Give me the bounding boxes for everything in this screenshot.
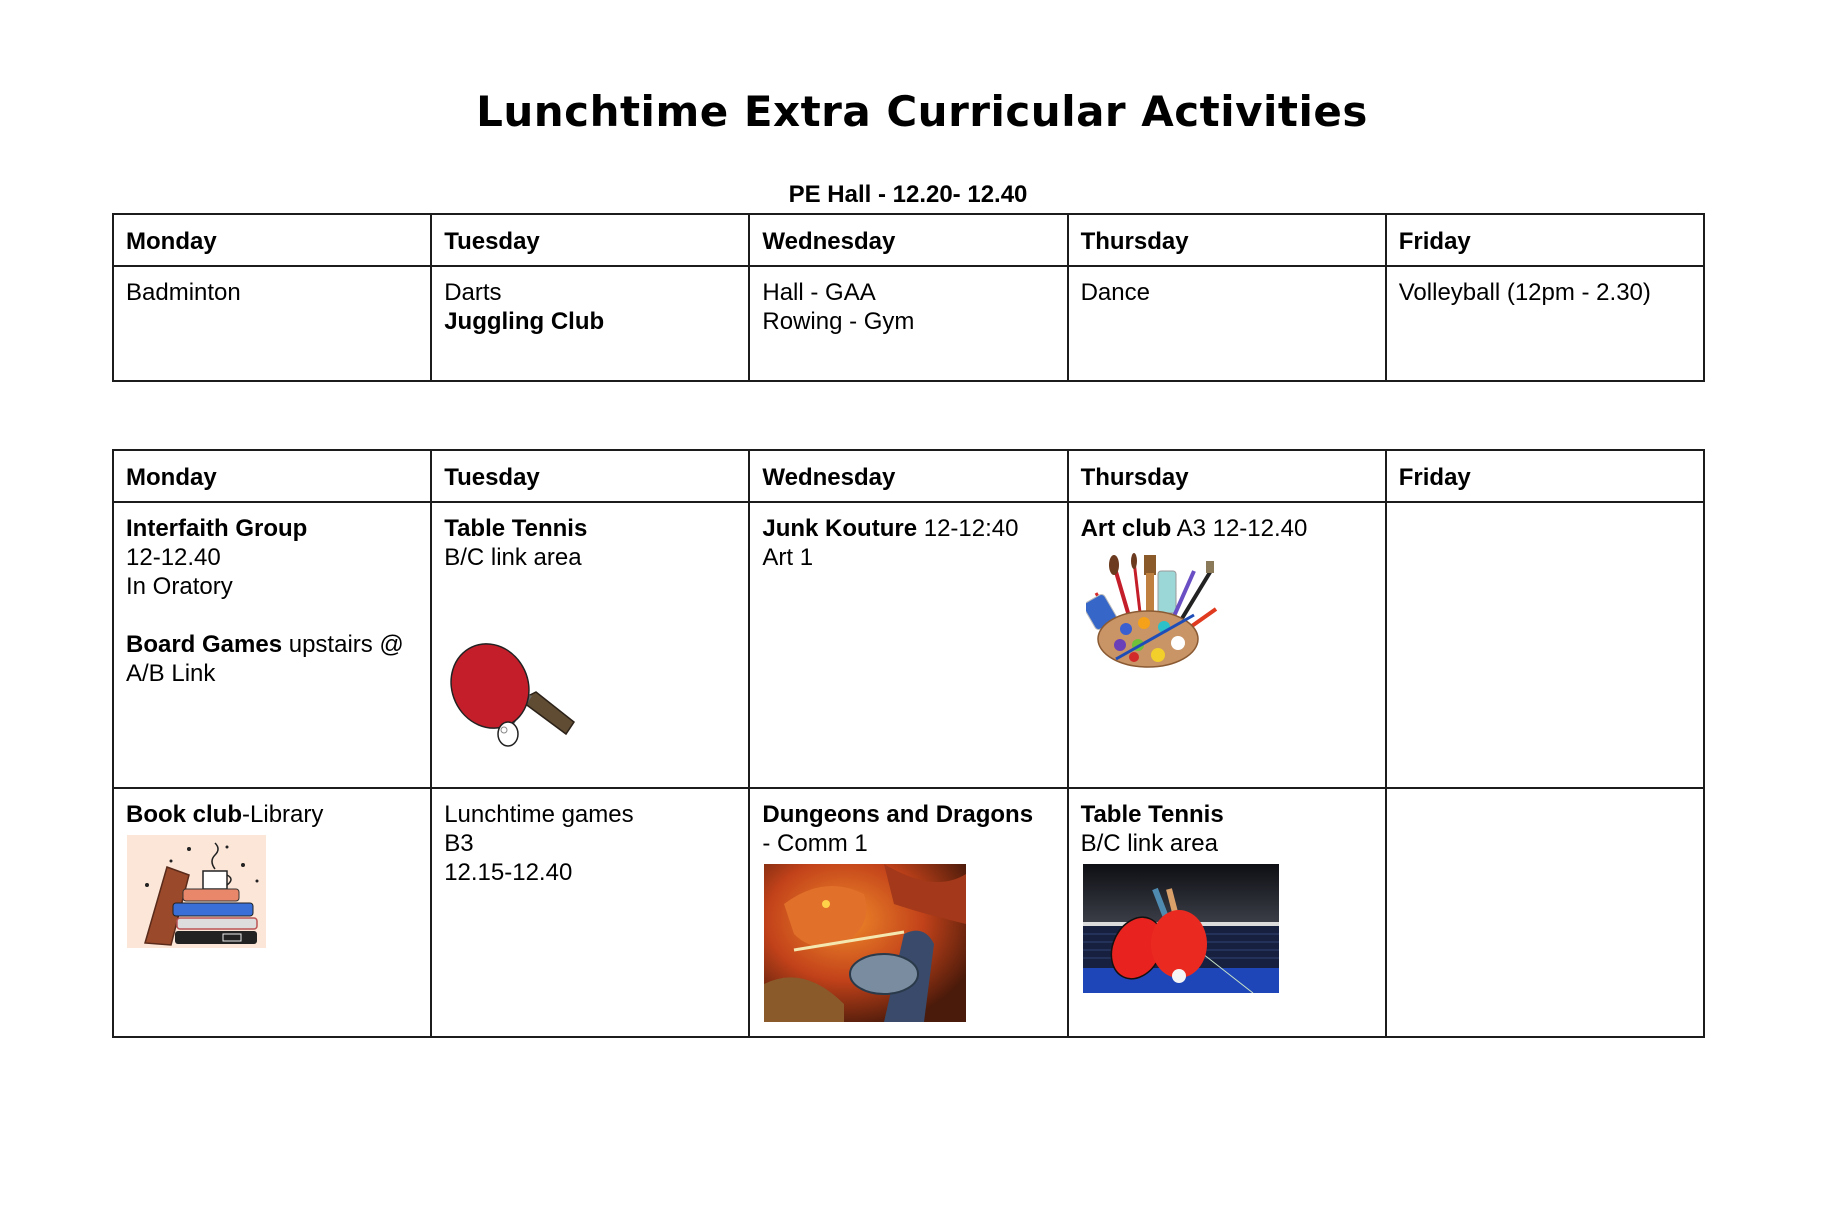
lunchtime-games-time: 12.15-12.40 [444, 859, 573, 886]
book-club-title: Book club [126, 801, 243, 828]
activity-rowing-gym: Rowing - Gym [762, 308, 915, 335]
header-tuesday: Tuesday [431, 214, 749, 266]
book-club-line [126, 800, 418, 829]
activity-volleyball: Volleyball (12pm - 2.30) [1398, 279, 1651, 306]
lunchtime-games-room: B3 [444, 830, 474, 857]
book-stack-image [127, 835, 266, 948]
activity-darts: Darts [444, 279, 502, 306]
table-tennis-place-2: B/C link area [1080, 830, 1218, 857]
activity-dance: Dance [1080, 279, 1150, 306]
board-games-line [126, 630, 418, 659]
cell-wednesday [749, 266, 1067, 381]
junk-kouture-time: 12-12:40 [917, 515, 1019, 542]
board-games-location: upstairs @ [282, 631, 404, 658]
header-wednesday: Wednesday [749, 214, 1067, 266]
table-tennis-title-2: Table Tennis [1080, 801, 1224, 828]
cell-tuesday [431, 266, 749, 381]
cell-tuesday-row2 [431, 788, 749, 1037]
table-tennis-title: Table Tennis [444, 515, 588, 542]
interfaith-group-title: Interfaith Group [126, 515, 308, 542]
cell-monday [113, 266, 431, 381]
header-monday: Monday [113, 214, 431, 266]
cell-friday-row1 [1386, 502, 1704, 788]
table-row [113, 266, 1704, 381]
board-games-place: A/B Link [126, 660, 216, 687]
junk-kouture-line [762, 514, 1054, 543]
activity-badminton: Badminton [126, 279, 241, 306]
dnd-place: - Comm 1 [762, 830, 868, 857]
header-thursday: Thursday [1068, 450, 1386, 502]
lunchtime-games-title: Lunchtime games [444, 801, 634, 828]
dnd-title: Dungeons and Dragons [762, 801, 1034, 828]
table-row [113, 502, 1704, 788]
activity-hall-gaa: Hall - GAA [762, 279, 876, 306]
header-thursday: Thursday [1068, 214, 1386, 266]
pe-hall-subtitle: PE Hall - 12.20- 12.40 [788, 181, 1028, 208]
page-title: Lunchtime Extra Curricular Activities [476, 87, 1368, 136]
header-wednesday: Wednesday [749, 450, 1067, 502]
header-row [113, 450, 1704, 502]
cell-thursday [1068, 266, 1386, 381]
art-club-details: A3 12-12.40 [1171, 515, 1308, 542]
junk-kouture-place: Art 1 [762, 544, 814, 571]
interfaith-group-place: In Oratory [126, 573, 233, 600]
book-club-place: -Library [242, 801, 324, 828]
art-club-line [1081, 514, 1373, 543]
activity-juggling-club: Juggling Club [444, 308, 605, 335]
header-tuesday: Tuesday [431, 450, 749, 502]
header-friday: Friday [1386, 450, 1704, 502]
blank-line [126, 601, 418, 630]
board-games-title: Board Games [126, 631, 283, 658]
header-friday: Friday [1386, 214, 1704, 266]
cell-friday-row2 [1386, 788, 1704, 1037]
interfaith-group-time: 12-12.40 [126, 544, 221, 571]
pe-hall-timetable [112, 213, 1705, 382]
junk-kouture-title: Junk Kouture [762, 515, 918, 542]
cell-monday-row1 [113, 502, 431, 788]
table-tennis-paddle-image [448, 634, 578, 754]
cell-friday [1386, 266, 1704, 381]
header-row [113, 214, 1704, 266]
header-monday: Monday [113, 450, 431, 502]
table-tennis-place: B/C link area [444, 544, 582, 571]
art-palette-image [1086, 553, 1218, 669]
table-tennis-photo [1083, 864, 1279, 993]
dungeons-and-dragons-image [764, 864, 966, 1022]
art-club-title: Art club [1080, 515, 1172, 542]
cell-wednesday-row1 [749, 502, 1067, 788]
